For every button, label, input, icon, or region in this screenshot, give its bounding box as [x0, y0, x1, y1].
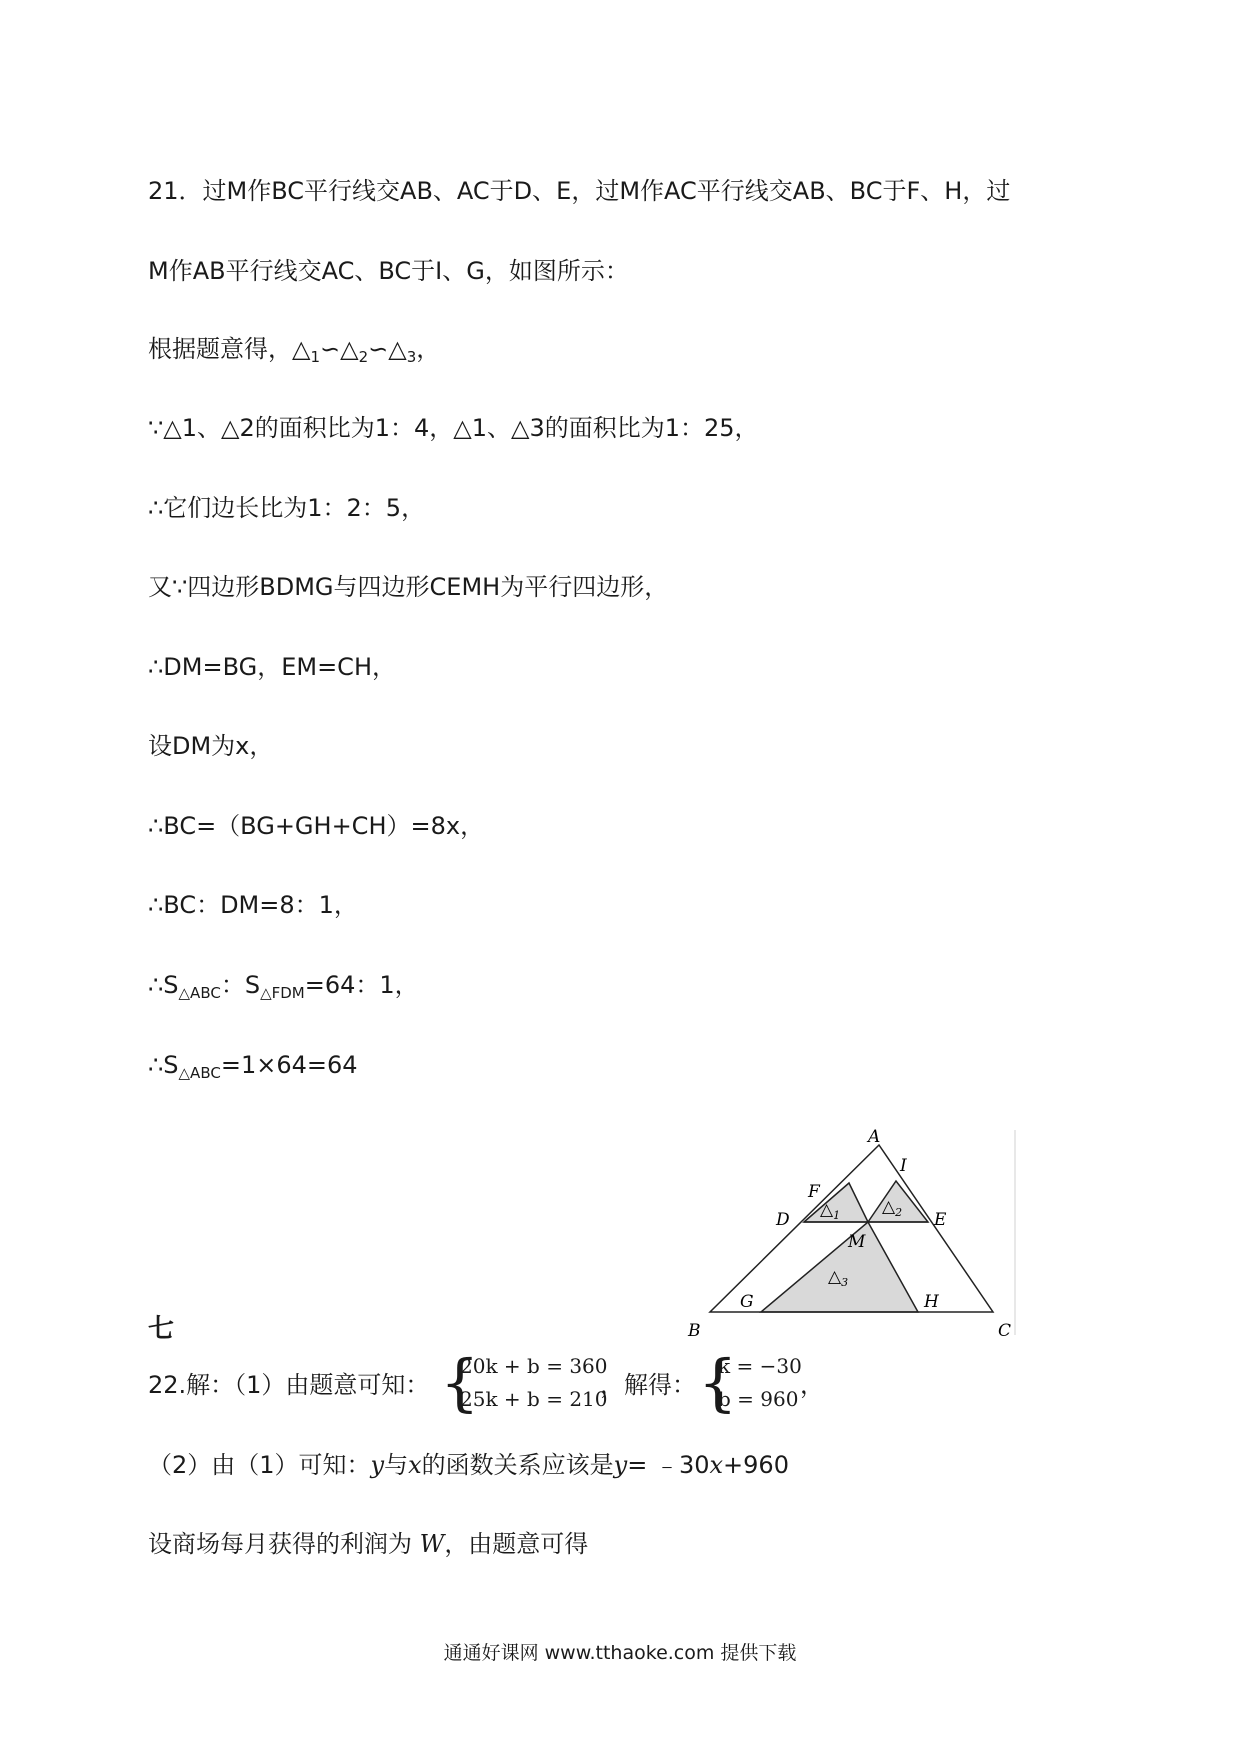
- area-ratio-sub2: △FDM: [260, 984, 305, 1002]
- part2-x: x: [408, 1451, 422, 1479]
- profit-statement: [148, 1529, 588, 1559]
- parallelogram-statement: 又∵四边形BDMG与四边形CEMH为平行四边形，: [148, 573, 669, 601]
- label-c: C: [998, 1321, 1012, 1340]
- area-final: [148, 1050, 358, 1083]
- area-ratio-result: [148, 970, 419, 1003]
- area-ratio-given: ∵△1、△2的面积比为1：4，△1、△3的面积比为1：25，: [148, 414, 759, 442]
- triangle-figure: [680, 1125, 1020, 1340]
- tri2-sub: 2: [358, 348, 369, 366]
- label-i: I: [900, 1156, 907, 1176]
- solve-label: ，解得：: [600, 1371, 696, 1399]
- section-label: 七: [148, 1314, 175, 1344]
- area-ratio-sub1: △ABC: [178, 984, 221, 1002]
- area-final-pre: ∴S: [148, 1051, 179, 1079]
- tri1-sub: 1: [310, 348, 321, 366]
- area-ratio-post: =64：1，: [304, 971, 419, 999]
- similar-sign-2: ∽: [368, 335, 389, 363]
- label-b: B: [688, 1321, 701, 1340]
- side-ratio: ∴它们边长比为1：2：5，: [148, 494, 426, 522]
- label-g: G: [740, 1292, 754, 1312]
- tri1-label: $\triangle_1$: [820, 1200, 841, 1222]
- part2-pre: （2）由（1）可知：: [148, 1451, 371, 1479]
- area-ratio-mid: ：S: [220, 971, 261, 999]
- part2-eq-x: x: [709, 1451, 724, 1479]
- system-brace-2: {: [698, 1346, 738, 1419]
- equal-segments: ∴DM=BG，EM=CH，: [148, 653, 396, 681]
- part2-mid1: 与: [384, 1451, 409, 1479]
- label-f: F: [808, 1182, 820, 1202]
- similar-sign: ∽: [320, 335, 341, 363]
- tri3-sub: 3: [406, 348, 417, 366]
- q22-intro: 22.解：（1）由题意可知：: [148, 1371, 430, 1399]
- profit-post: ，由题意可得: [444, 1530, 589, 1558]
- part2-eq-y: y: [613, 1451, 628, 1479]
- part2-eq-tail: +960: [723, 1451, 789, 1479]
- footer: 通通好课网 www.tthaoke.com 提供下载: [443, 1642, 797, 1664]
- area-final-sub: △ABC: [178, 1064, 221, 1082]
- label-a: A: [868, 1127, 881, 1147]
- let-dm-x: 设DM为x，: [148, 732, 274, 760]
- label-h: H: [924, 1292, 939, 1312]
- similar-end: ，: [416, 335, 441, 363]
- part2-eq-rest: = ﹣30: [627, 1451, 710, 1479]
- solution-system: [718, 1350, 802, 1416]
- solution-k: k = −30: [718, 1354, 802, 1378]
- area-ratio-pre: ∴S: [148, 971, 179, 999]
- system-brace-1: {: [440, 1346, 480, 1419]
- label-d: D: [776, 1210, 790, 1230]
- tri1-symbol: △: [292, 335, 311, 363]
- tri2-label: $\triangle_2$: [882, 1197, 903, 1219]
- part2-mid2: 的函数关系应该是: [421, 1451, 614, 1479]
- label-e: E: [934, 1210, 947, 1230]
- tri2-symbol: △: [340, 335, 359, 363]
- tri3-label: $\triangle_3$: [828, 1267, 849, 1289]
- bc-equals-8x: ∴BC=（BG+GH+CH）=8x，: [148, 812, 485, 840]
- solution-end: ，: [800, 1371, 824, 1399]
- profit-pre: 设商场每月获得的利润为: [148, 1530, 420, 1558]
- similar-prefix: 根据题意得，: [148, 335, 292, 363]
- solution-b: b = 960: [718, 1387, 799, 1411]
- problem21-line2: M作AB平行线交AC、BC于I、G，如图所示：: [148, 257, 629, 285]
- equation-2: 25k + b = 210: [460, 1387, 608, 1411]
- tri3-symbol: △: [388, 335, 407, 363]
- area-final-post: =1×64=64: [220, 1051, 358, 1079]
- profit-w: W: [419, 1530, 445, 1558]
- part2-y: y: [370, 1451, 385, 1479]
- problem21-line1: 21．过M作BC平行线交AB、AC于D、E，过M作AC平行线交AB、BC于F、H，过: [148, 177, 1011, 205]
- equation-system: [460, 1350, 608, 1416]
- similar-statement: [148, 334, 440, 367]
- q22-part2: [148, 1450, 789, 1480]
- label-m: M: [848, 1232, 866, 1252]
- bc-dm-ratio: ∴BC：DM=8：1，: [148, 891, 358, 919]
- equation-1: 20k + b = 360: [460, 1354, 608, 1378]
